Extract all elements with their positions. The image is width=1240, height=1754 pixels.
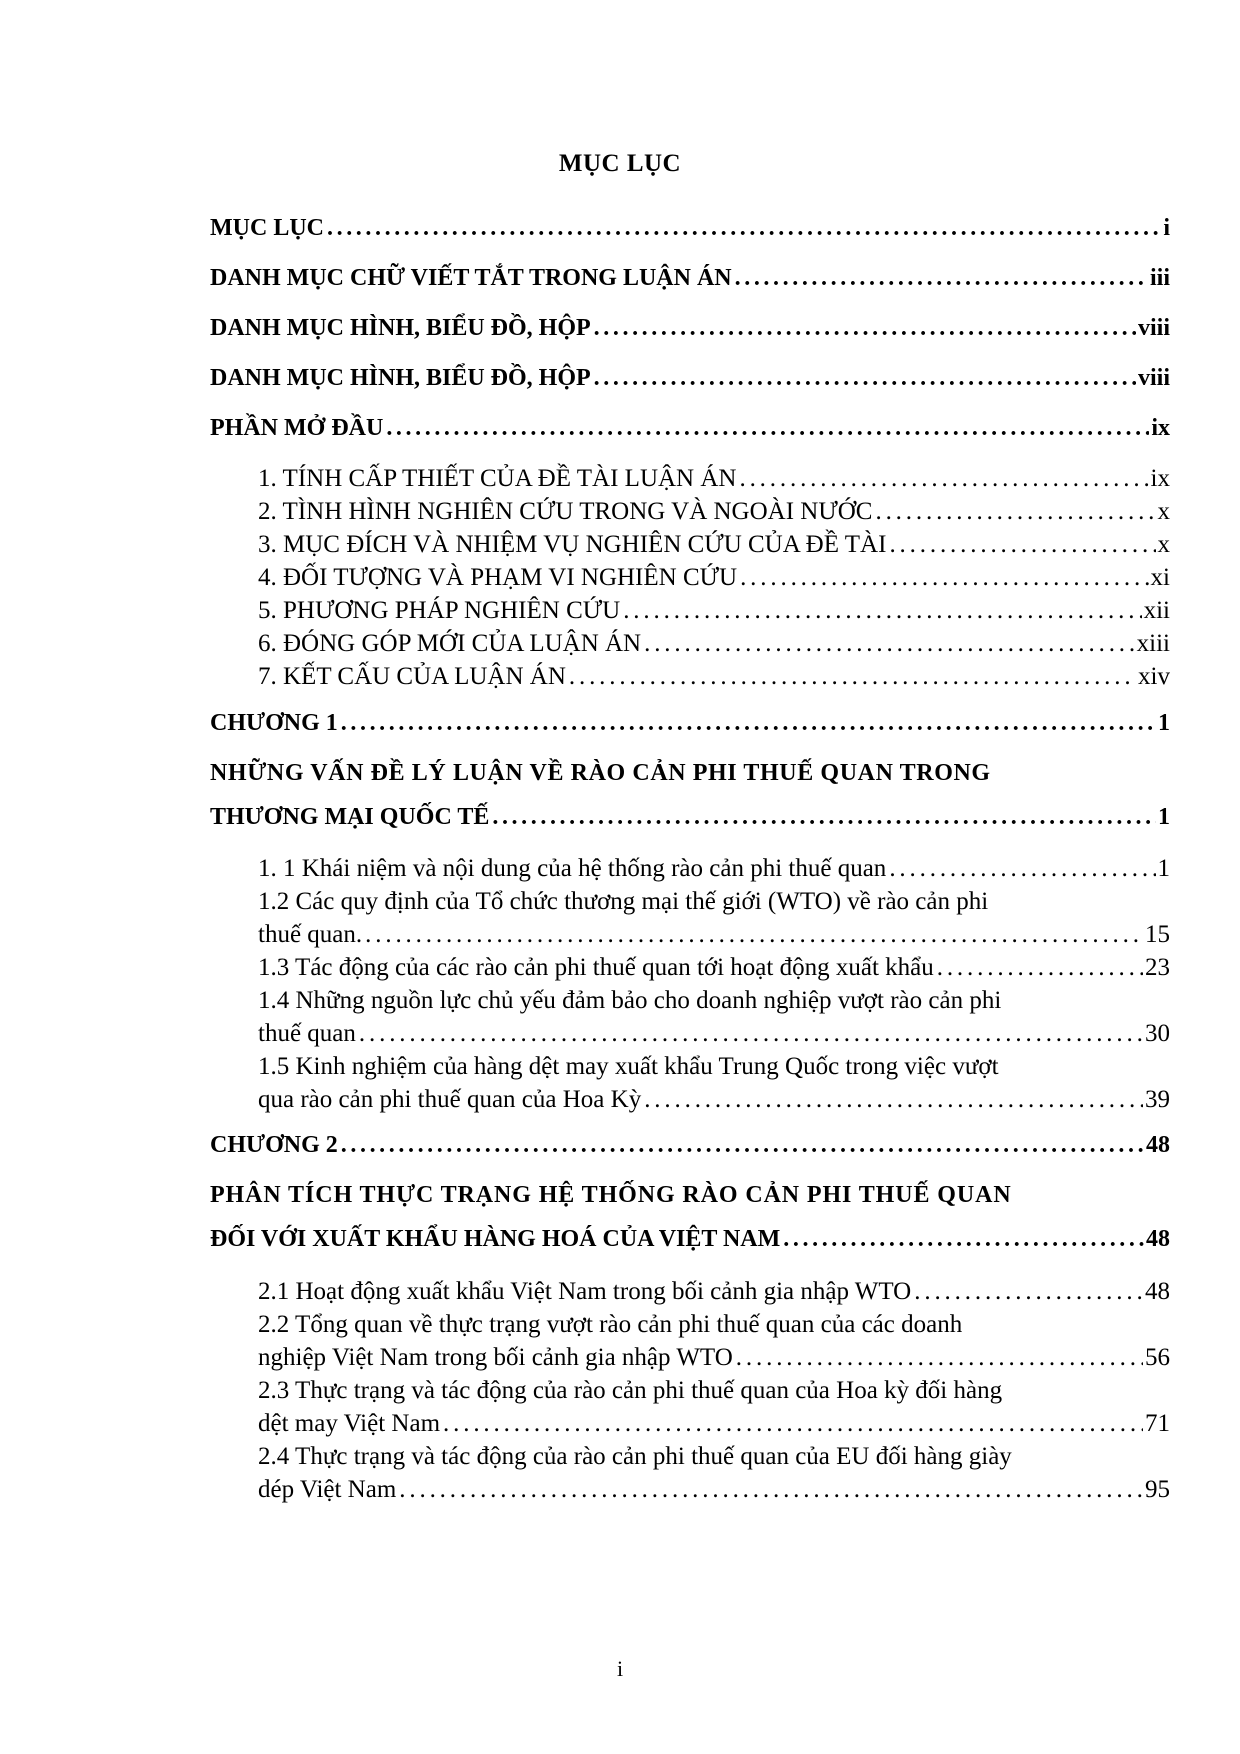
toc-entry-label: 1.4 Những nguồn lực chủ yếu đảm bảo cho doanh nghiệp vượt rào cản phi	[258, 987, 1002, 1014]
toc-entry-label: nghiệp Việt Nam trong bối cảnh gia nhập WTO	[258, 1344, 733, 1371]
toc-entry-page: x	[1157, 531, 1170, 558]
toc-entry-label: NHỮNG VẤN ĐỀ LÝ LUẬN VỀ RÀO CẢN PHI THUẾ QUAN TRONG	[210, 760, 991, 786]
toc-entry[interactable]	[258, 1338, 1170, 1372]
toc-entry-label: qua rào cản phi thuế quan của Hoa Kỳ	[258, 1086, 642, 1113]
toc-entry-label: 2.3 Thực trạng và tác động của rào cản phi thuế quan của Hoa kỳ đối hàng	[258, 1377, 1003, 1404]
dot-leader	[736, 1344, 1143, 1372]
dot-leader	[740, 564, 1148, 592]
dot-leader	[914, 1278, 1143, 1306]
dot-leader	[399, 1476, 1143, 1504]
toc-entry-page: 39	[1145, 1086, 1170, 1113]
toc-entry-label: 2.4 Thực trạng và tác động của rào cản phi thuế quan của EU đối hàng giày	[258, 1443, 1012, 1470]
toc-entry[interactable]	[210, 1219, 1170, 1253]
dot-leader	[735, 265, 1148, 292]
dot-leader	[644, 1086, 1143, 1114]
toc-entry[interactable]	[258, 657, 1170, 691]
toc-entry-label: thuế quan.	[258, 921, 363, 948]
toc-entry[interactable]	[258, 1047, 1170, 1081]
toc-entry-label: 1.5 Kinh nghiệm của hàng dệt may xuất khẩu Trung Quốc trong việc vượt	[258, 1053, 999, 1080]
toc-entry-page: ix	[1151, 415, 1170, 441]
footer-page-number: i	[616, 1656, 624, 1681]
toc-entry-page: 95	[1145, 1476, 1170, 1503]
toc-entry[interactable]	[258, 1305, 1170, 1339]
toc-entry[interactable]	[210, 797, 1170, 831]
dot-leader	[386, 415, 1149, 442]
dot-leader	[327, 215, 1161, 242]
toc-entry-label: PHÂN TÍCH THỰC TRẠNG HỆ THỐNG RÀO CẢN PHI THUẾ QUAN	[210, 1182, 1012, 1208]
toc-entry-label: 1.3 Tác động của các rào cản phi thuế quan tới hoạt động xuất khẩu	[258, 954, 934, 981]
toc-entry-label: THƯƠNG MẠI QUỐC TẾ	[210, 804, 490, 830]
toc-entry-label: dép Việt Nam	[258, 1476, 397, 1503]
dot-leader	[492, 804, 1156, 831]
toc-entry-page: 48	[1146, 1132, 1170, 1158]
toc-entry-page: xiv	[1138, 663, 1170, 690]
dot-leader	[739, 465, 1148, 493]
toc-entry[interactable]	[258, 558, 1170, 592]
toc-entry[interactable]	[258, 948, 1170, 982]
toc-entry-page: 1	[1158, 804, 1170, 830]
toc-entry-label: 1.2 Các quy định của Tổ chức thương mại thế giới (WTO) về rào cản phi	[258, 888, 989, 915]
toc-entry-label: DANH MỤC HÌNH, BIỂU ĐỒ, HỘP	[210, 315, 591, 341]
toc-entry-page: xii	[1143, 597, 1170, 624]
dot-leader	[594, 365, 1136, 392]
toc-entry[interactable]	[258, 1404, 1170, 1438]
dot-leader	[569, 663, 1136, 691]
toc-entry-page: 56	[1145, 1344, 1170, 1371]
toc-entry[interactable]	[258, 492, 1170, 526]
dot-leader	[644, 630, 1135, 658]
page-title: MỤC LỤC	[558, 150, 682, 177]
toc-entry-page: 15	[1145, 921, 1170, 948]
toc-entry-page: viii	[1137, 315, 1170, 341]
toc-entry[interactable]	[258, 849, 1170, 883]
toc-entry-label: CHƯƠNG 1	[210, 710, 338, 736]
toc-entry[interactable]	[258, 981, 1170, 1015]
dot-leader	[365, 921, 1143, 949]
dot-leader	[937, 954, 1143, 982]
toc-entry[interactable]	[258, 591, 1170, 625]
toc-entry-label: 2.2 Tổng quan về thực trạng vượt rào cản phi thuế quan của các doanh	[258, 1311, 963, 1338]
toc-entry-page: 48	[1145, 1278, 1170, 1305]
toc-entry[interactable]	[210, 703, 1170, 737]
toc-entry-page: iii	[1149, 265, 1170, 291]
toc-entry-label: 3. MỤC ĐÍCH VÀ NHIỆM VỤ NGHIÊN CỨU CỦA ĐỀ TÀI	[258, 531, 887, 558]
toc-entry[interactable]	[210, 1175, 1170, 1209]
toc-entry-label: 1. TÍNH CẤP THIẾT CỦA ĐỀ TÀI LUẬN ÁN	[258, 465, 737, 492]
dot-leader	[783, 1226, 1144, 1253]
toc-entry-label: DANH MỤC CHỮ VIẾT TẮT TRONG LUẬN ÁN	[210, 265, 732, 291]
toc-entry[interactable]	[210, 208, 1170, 242]
dot-leader	[623, 597, 1141, 625]
toc-entry-page: xi	[1150, 564, 1170, 591]
dot-leader	[341, 710, 1156, 737]
toc-entry[interactable]	[258, 1470, 1170, 1504]
toc-entry-label: thuế quan	[258, 1020, 356, 1047]
toc-entry-label: CHƯƠNG 2	[210, 1132, 338, 1158]
toc-entry-page: viii	[1137, 365, 1170, 391]
toc-entry-label: 4. ĐỐI TƯỢNG VÀ PHẠM VI NGHIÊN CỨU	[258, 564, 738, 591]
toc-entry[interactable]	[258, 915, 1170, 949]
toc-entry-label: MỤC LỤC	[210, 215, 324, 241]
dot-leader	[889, 531, 1155, 559]
toc-entry[interactable]	[258, 1014, 1170, 1048]
toc-entry-label: 2.1 Hoạt động xuất khẩu Việt Nam trong bối cảnh gia nhập WTO	[258, 1278, 912, 1305]
toc-entry-label: DANH MỤC HÌNH, BIỂU ĐỒ, HỘP	[210, 365, 591, 391]
toc-entry[interactable]	[258, 1371, 1170, 1405]
toc-entry[interactable]	[210, 358, 1170, 392]
toc-entry-page: 23	[1145, 954, 1170, 981]
toc-entry-page: 48	[1146, 1226, 1170, 1252]
toc-entry[interactable]	[258, 882, 1170, 916]
toc-entry[interactable]	[258, 624, 1170, 658]
toc-entry-label: dệt may Việt Nam	[258, 1410, 441, 1437]
dot-leader	[359, 1020, 1143, 1048]
toc-entry-label: 1. 1 Khái niệm và nội dung của hệ thống rào cản phi thuế quan	[258, 855, 887, 882]
toc-entry-label: ĐỐI VỚI XUẤT KHẨU HÀNG HOÁ CỦA VIỆT NAM	[210, 1226, 781, 1252]
toc-entry-label: 5. PHƯƠNG PHÁP NGHIÊN CỨU	[258, 597, 621, 624]
toc-entry-page: 1	[1157, 855, 1170, 882]
toc-entry[interactable]	[210, 1125, 1170, 1159]
toc-entry-page: xiii	[1136, 630, 1170, 657]
toc-entry[interactable]	[210, 753, 1170, 787]
toc-entry-label: 6. ĐÓNG GÓP MỚI CỦA LUẬN ÁN	[258, 630, 642, 657]
dot-leader	[341, 1132, 1144, 1159]
toc-entry-page: i	[1163, 215, 1170, 241]
toc-entry[interactable]	[258, 525, 1170, 559]
toc-entry-label: PHẦN MỞ ĐẦU	[210, 415, 384, 441]
toc-entry[interactable]	[258, 1437, 1170, 1471]
toc-entry[interactable]	[258, 1080, 1170, 1114]
toc-entry[interactable]	[210, 408, 1170, 442]
toc-entry[interactable]	[258, 1272, 1170, 1306]
dot-leader	[594, 315, 1136, 342]
toc-entry[interactable]	[210, 308, 1170, 342]
toc-entry[interactable]	[258, 459, 1170, 493]
toc-entry[interactable]	[210, 258, 1170, 292]
dot-leader	[443, 1410, 1143, 1438]
toc-entry-page: ix	[1150, 465, 1170, 492]
dot-leader	[875, 498, 1155, 526]
toc-entry-page: 30	[1145, 1020, 1170, 1047]
toc-entry-page: x	[1157, 498, 1170, 525]
toc-entry-label: 2. TÌNH HÌNH NGHIÊN CỨU TRONG VÀ NGOÀI NƯỚC	[258, 498, 873, 525]
toc-entry-label: 7. KẾT CẤU CỦA LUẬN ÁN	[258, 663, 566, 690]
toc-entry-page: 71	[1145, 1410, 1170, 1437]
toc-entry-page: 1	[1158, 710, 1170, 736]
dot-leader	[889, 855, 1155, 883]
